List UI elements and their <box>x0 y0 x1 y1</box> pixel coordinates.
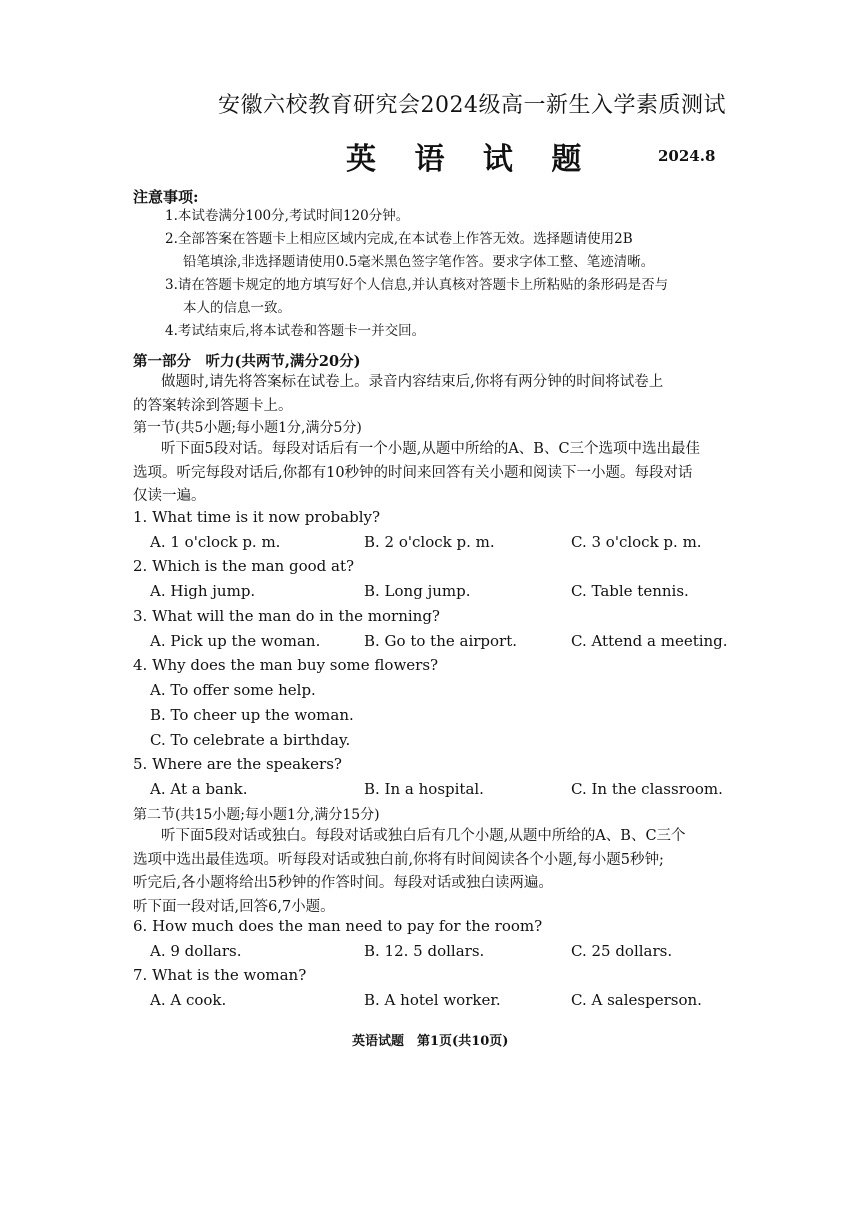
section1-intro <box>133 438 738 509</box>
question-2: 2. Which is the man good at? <box>133 557 355 575</box>
question-4: 4. Why does the man buy some flowers? <box>133 656 439 674</box>
option-6a: A. 9 dollars. <box>150 942 242 960</box>
intro-line: 仅读一遍。 <box>133 488 206 504</box>
notice-item: 3.请在答题卡规定的地方填写好个人信息,并认真核对答题卡上所粘贴的条形码是否与 <box>165 277 669 293</box>
exam-header-school: 安徽六校教育研究会2024级高一新生入学素质测试 <box>218 93 726 118</box>
option-5b: B. In a hospital. <box>364 780 484 798</box>
option-6b: B. 12. 5 dollars. <box>364 942 485 960</box>
option-4c: C. To celebrate a birthday. <box>150 731 351 749</box>
section2-intro <box>133 825 738 919</box>
option-5a: A. At a bank. <box>150 780 248 798</box>
option-7b: B. A hotel worker. <box>364 991 501 1009</box>
page-footer: 英语试题 第1页(共10页) <box>352 1034 509 1049</box>
option-7a: A. A cook. <box>150 991 227 1009</box>
intro-line: 选项。听完每段对话后,你都有10秒钟的时间来回答有关小题和阅读下一小题。每段对话 <box>133 464 693 481</box>
option-4a: A. To offer some help. <box>150 681 316 699</box>
option-3a: A. Pick up the woman. <box>150 632 321 650</box>
notice-item: 1.本试卷满分100分,考试时间120分钟。 <box>165 208 410 224</box>
option-2b: B. Long jump. <box>364 582 471 600</box>
question-6: 6. How much does the man need to pay for the room? <box>133 917 543 935</box>
option-6c: C. 25 dollars. <box>571 942 673 960</box>
option-2c: C. Table tennis. <box>571 582 689 600</box>
page-title: 英 语 试 题 <box>346 142 596 177</box>
part1-title: 第一部分 听力(共两节,满分20分) <box>133 353 361 370</box>
intro-line: 听完后,各小题将给出5秒钟的作答时间。每段对话或独白读两遍。 <box>133 875 553 891</box>
exam-date: 2024.8 <box>658 147 716 165</box>
option-2a: A. High jump. <box>150 582 256 600</box>
intro-line: 听下面一段对话,回答6,7小题。 <box>133 898 335 915</box>
notice-item: 2.全部答案在答题卡上相应区域内完成,在本试卷上作答无效。选择题请使用2B <box>165 231 633 247</box>
option-1c: C. 3 o'clock p. m. <box>571 533 702 551</box>
option-5c: C. In the classroom. <box>571 780 723 798</box>
question-5: 5. Where are the speakers? <box>133 755 342 773</box>
question-1: 1. What time is it now probably? <box>133 508 381 526</box>
intro-line: 听下面5段对话。每段对话后有一个小题,从题中所给的A、B、C三个选项中选出最佳 <box>161 441 701 457</box>
section2-title: 第二节(共15小题;每小题1分,满分15分) <box>133 807 380 823</box>
notice-item: 铅笔填涂,非选择题请使用0.5毫米黑色签字笔作答。要求字体工整、笔迹清晰。 <box>183 254 655 270</box>
option-1a: A. 1 o'clock p. m. <box>150 533 281 551</box>
question-7: 7. What is the woman? <box>133 966 307 984</box>
intro-line: 做题时,请先将答案标在试卷上。录音内容结束后,你将有两分钟的时间将试卷上 <box>161 374 664 390</box>
part1-intro <box>133 371 738 418</box>
option-4b: B. To cheer up the woman. <box>150 706 354 724</box>
notice-title: 注意事项: <box>133 188 199 206</box>
notice-list <box>165 205 745 343</box>
notice-item: 4.考试结束后,将本试卷和答题卡一并交回。 <box>165 323 426 339</box>
option-7c: C. A salesperson. <box>571 991 702 1009</box>
intro-line: 听下面5段对话或独白。每段对话或独白后有几个小题,从题中所给的A、B、C三个 <box>161 828 686 844</box>
option-3b: B. Go to the airport. <box>364 632 518 650</box>
intro-line: 选项中选出最佳选项。听每段对话或独白前,你将有时间阅读各个小题,每小题5秒钟; <box>133 851 664 868</box>
question-3: 3. What will the man do in the morning? <box>133 607 440 625</box>
option-3c: C. Attend a meeting. <box>571 632 728 650</box>
notice-item: 本人的信息一致。 <box>183 300 291 316</box>
intro-line: 的答案转涂到答题卡上。 <box>133 397 293 414</box>
section1-title: 第一节(共5小题;每小题1分,满分5分) <box>133 420 362 436</box>
option-1b: B. 2 o'clock p. m. <box>364 533 495 551</box>
